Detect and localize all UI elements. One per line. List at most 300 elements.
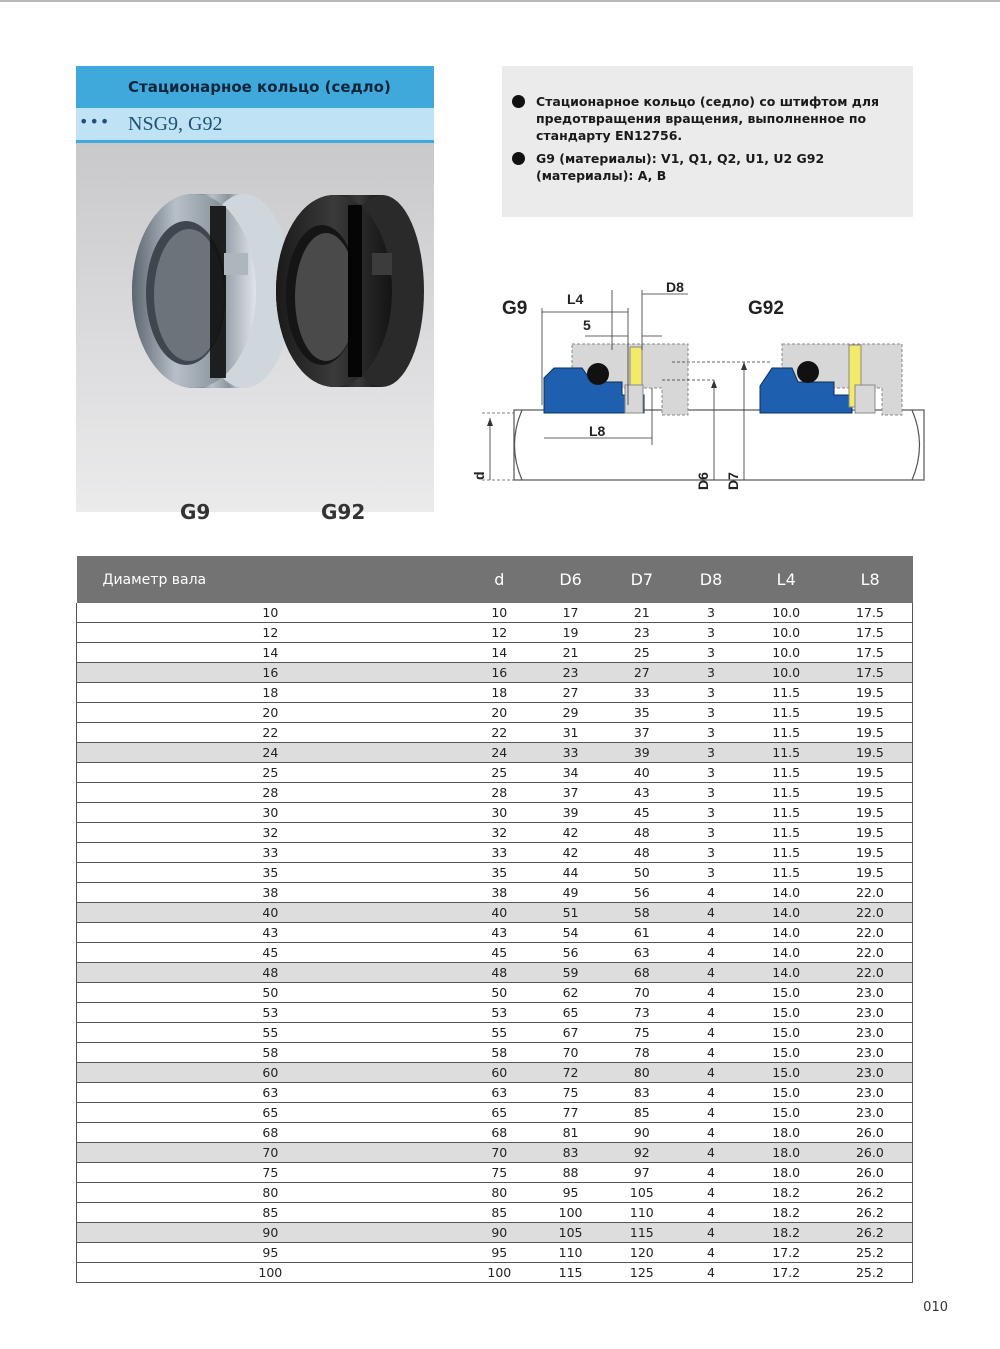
table-row <box>77 1083 913 1103</box>
table-row <box>77 1263 913 1283</box>
table-cell: 4 <box>677 943 744 963</box>
table-cell: 10.0 <box>745 603 828 623</box>
table-cell: 80 <box>464 1183 535 1203</box>
table-row <box>77 1103 913 1123</box>
table-row <box>77 1243 913 1263</box>
table-cell: 26.2 <box>828 1183 913 1203</box>
table-cell: 35 <box>77 863 464 883</box>
d6-label: D6 <box>695 472 711 490</box>
table-cell: 11.5 <box>745 743 828 763</box>
table-cell: 72 <box>535 1063 606 1083</box>
table-cell: 38 <box>77 883 464 903</box>
bullet-icon <box>512 152 525 165</box>
table-cell: 68 <box>464 1123 535 1143</box>
table-cell: 33 <box>535 743 606 763</box>
table-cell: 10 <box>464 603 535 623</box>
table-cell: 105 <box>606 1183 677 1203</box>
table-cell: 75 <box>606 1023 677 1043</box>
table-cell: 77 <box>535 1103 606 1123</box>
table-row <box>77 763 913 783</box>
table-cell: 81 <box>535 1123 606 1143</box>
table-cell: 17 <box>535 603 606 623</box>
table-cell: 11.5 <box>745 763 828 783</box>
table-cell: 14.0 <box>745 923 828 943</box>
table-cell: 54 <box>535 923 606 943</box>
info-item <box>536 93 899 144</box>
table-cell: 16 <box>77 663 464 683</box>
table-cell: 4 <box>677 1003 744 1023</box>
table-cell: 19.5 <box>828 783 913 803</box>
bullet-icon <box>512 95 525 108</box>
table-cell: 10.0 <box>745 663 828 683</box>
table-cell: 24 <box>77 743 464 763</box>
table-cell: 68 <box>77 1123 464 1143</box>
column-header: D8 <box>677 556 744 603</box>
table-cell: 30 <box>77 803 464 823</box>
table-cell: 34 <box>535 763 606 783</box>
table-row <box>77 643 913 663</box>
table-cell: 26.0 <box>828 1143 913 1163</box>
table-cell: 48 <box>464 963 535 983</box>
table-row <box>77 783 913 803</box>
table-cell: 15.0 <box>745 1003 828 1023</box>
table-cell: 4 <box>677 1103 744 1123</box>
table-cell: 85 <box>77 1203 464 1223</box>
dim-5-label: 5 <box>583 317 591 333</box>
g9-oring <box>587 363 609 385</box>
table-cell: 90 <box>77 1223 464 1243</box>
table-cell: 60 <box>464 1063 535 1083</box>
table-cell: 97 <box>606 1163 677 1183</box>
g9-drawing-label: G9 <box>502 298 528 319</box>
table-cell: 40 <box>77 903 464 923</box>
g92-ring-image <box>276 195 424 387</box>
table-cell: 59 <box>535 963 606 983</box>
table-cell: 58 <box>606 903 677 923</box>
table-body <box>77 603 913 1283</box>
table-cell: 21 <box>606 603 677 623</box>
g9-ring-image <box>132 194 292 388</box>
table-cell: 50 <box>77 983 464 1003</box>
table-cell: 4 <box>677 1263 744 1283</box>
model-name: NSG9, G92 <box>128 113 223 135</box>
table-row <box>77 703 913 723</box>
table-row <box>77 923 913 943</box>
table-header-row <box>77 556 913 603</box>
table-row <box>77 683 913 703</box>
table-cell: 26.0 <box>828 1163 913 1183</box>
table-cell: 29 <box>535 703 606 723</box>
table-row <box>77 623 913 643</box>
table-cell: 85 <box>464 1203 535 1223</box>
shaft <box>514 410 924 480</box>
table-cell: 22.0 <box>828 883 913 903</box>
table-cell: 17.5 <box>828 663 913 683</box>
table-cell: 38 <box>464 883 535 903</box>
table-cell: 23.0 <box>828 983 913 1003</box>
table-cell: 11.5 <box>745 683 828 703</box>
table-cell: 83 <box>535 1143 606 1163</box>
table-cell: 68 <box>606 963 677 983</box>
table-row <box>77 723 913 743</box>
table-cell: 67 <box>535 1023 606 1043</box>
table-cell: 120 <box>606 1243 677 1263</box>
table-cell: 16 <box>464 663 535 683</box>
table-cell: 3 <box>677 803 744 823</box>
column-header: d <box>464 556 535 603</box>
table-cell: 33 <box>77 843 464 863</box>
table-cell: 55 <box>464 1023 535 1043</box>
table-cell: 20 <box>77 703 464 723</box>
table-cell: 14.0 <box>745 963 828 983</box>
table-cell: 65 <box>535 1003 606 1023</box>
info-item <box>536 150 899 184</box>
table-row <box>77 1183 913 1203</box>
table-cell: 23.0 <box>828 1103 913 1123</box>
table-cell: 3 <box>677 703 744 723</box>
table-cell: 11.5 <box>745 843 828 863</box>
table-cell: 60 <box>77 1063 464 1083</box>
table-cell: 18.2 <box>745 1223 828 1243</box>
table-cell: 56 <box>535 943 606 963</box>
d-label: d <box>471 471 487 480</box>
table-cell: 80 <box>77 1183 464 1203</box>
table-cell: 115 <box>606 1223 677 1243</box>
table-cell: 3 <box>677 743 744 763</box>
table-cell: 18.2 <box>745 1203 828 1223</box>
table-cell: 22.0 <box>828 923 913 943</box>
table-cell: 23.0 <box>828 1063 913 1083</box>
g9-photo-label: G9 <box>180 500 211 524</box>
table-cell: 43 <box>464 923 535 943</box>
table-cell: 85 <box>606 1103 677 1123</box>
table-cell: 80 <box>606 1063 677 1083</box>
column-header: L8 <box>828 556 913 603</box>
table-cell: 75 <box>77 1163 464 1183</box>
table-cell: 11.5 <box>745 723 828 743</box>
table-row <box>77 903 913 923</box>
table-cell: 3 <box>677 663 744 683</box>
table-cell: 17.5 <box>828 623 913 643</box>
table-cell: 27 <box>535 683 606 703</box>
table-row <box>77 803 913 823</box>
table-cell: 28 <box>77 783 464 803</box>
table-cell: 92 <box>606 1143 677 1163</box>
table-cell: 50 <box>606 863 677 883</box>
table-cell: 3 <box>677 723 744 743</box>
table-cell: 25 <box>606 643 677 663</box>
table-row <box>77 843 913 863</box>
table-cell: 4 <box>677 1163 744 1183</box>
table-cell: 15.0 <box>745 983 828 1003</box>
table-cell: 100 <box>535 1203 606 1223</box>
table-cell: 100 <box>77 1263 464 1283</box>
info-text: Стационарное кольцо (седло) со штифтом для предотвращения вращения, выполненное по стандарту EN12756. <box>536 94 880 143</box>
table-cell: 40 <box>464 903 535 923</box>
table-cell: 17.5 <box>828 603 913 623</box>
g92-oring <box>797 361 819 383</box>
table-row <box>77 963 913 983</box>
table-cell: 22 <box>77 723 464 743</box>
table-cell: 22 <box>464 723 535 743</box>
table-cell: 21 <box>535 643 606 663</box>
table-cell: 35 <box>606 703 677 723</box>
table-cell: 11.5 <box>745 863 828 883</box>
technical-drawing <box>462 270 938 500</box>
table-cell: 10 <box>77 603 464 623</box>
table-cell: 4 <box>677 1223 744 1243</box>
table-cell: 14 <box>77 643 464 663</box>
table-cell: 25 <box>464 763 535 783</box>
table-cell: 23 <box>535 663 606 683</box>
panel-subheader <box>76 108 434 143</box>
l8-label: L8 <box>589 423 606 439</box>
table-cell: 75 <box>464 1163 535 1183</box>
table-cell: 19.5 <box>828 763 913 783</box>
table-cell: 53 <box>77 1003 464 1023</box>
table-cell: 19.5 <box>828 723 913 743</box>
table-cell: 17.2 <box>745 1263 828 1283</box>
table-cell: 20 <box>464 703 535 723</box>
table-cell: 100 <box>464 1263 535 1283</box>
table-cell: 33 <box>464 843 535 863</box>
table-cell: 17.2 <box>745 1243 828 1263</box>
l4-label: L4 <box>567 291 584 307</box>
table-cell: 28 <box>464 783 535 803</box>
table-cell: 45 <box>464 943 535 963</box>
table-cell: 75 <box>535 1083 606 1103</box>
table-cell: 15.0 <box>745 1063 828 1083</box>
table-cell: 51 <box>535 903 606 923</box>
table-cell: 22.0 <box>828 963 913 983</box>
table-cell: 23.0 <box>828 1003 913 1023</box>
table-cell: 15.0 <box>745 1043 828 1063</box>
table-cell: 25.2 <box>828 1263 913 1283</box>
table-row <box>77 1043 913 1063</box>
table-cell: 18 <box>464 683 535 703</box>
table-row <box>77 823 913 843</box>
table-cell: 49 <box>535 883 606 903</box>
table-cell: 15.0 <box>745 1023 828 1043</box>
table-cell: 23.0 <box>828 1023 913 1043</box>
table-cell: 53 <box>464 1003 535 1023</box>
table-cell: 3 <box>677 863 744 883</box>
table-cell: 61 <box>606 923 677 943</box>
table-cell: 83 <box>606 1083 677 1103</box>
table-cell: 37 <box>535 783 606 803</box>
table-cell: 45 <box>606 803 677 823</box>
table-cell: 3 <box>677 683 744 703</box>
dimensions-table <box>76 556 913 1283</box>
table-cell: 70 <box>77 1143 464 1163</box>
table-cell: 95 <box>535 1183 606 1203</box>
table-row <box>77 1143 913 1163</box>
table-cell: 55 <box>77 1023 464 1043</box>
table-cell: 78 <box>606 1043 677 1063</box>
table-cell: 19 <box>535 623 606 643</box>
table-cell: 115 <box>535 1263 606 1283</box>
table-cell: 42 <box>535 843 606 863</box>
table-cell: 3 <box>677 823 744 843</box>
g92-photo-label: G92 <box>321 500 366 524</box>
table-cell: 19.5 <box>828 803 913 823</box>
column-header: L4 <box>745 556 828 603</box>
table-row <box>77 1123 913 1143</box>
table-cell: 23.0 <box>828 1083 913 1103</box>
dots-icon: ••• <box>79 112 111 131</box>
table-cell: 15.0 <box>745 1103 828 1123</box>
table-cell: 25 <box>77 763 464 783</box>
table-cell: 48 <box>77 963 464 983</box>
table-cell: 63 <box>77 1083 464 1103</box>
table-cell: 30 <box>464 803 535 823</box>
table-row <box>77 863 913 883</box>
table-cell: 90 <box>606 1123 677 1143</box>
table-cell: 32 <box>464 823 535 843</box>
table-cell: 19.5 <box>828 703 913 723</box>
table-cell: 4 <box>677 1063 744 1083</box>
table-row <box>77 743 913 763</box>
table-cell: 19.5 <box>828 843 913 863</box>
column-header: D7 <box>606 556 677 603</box>
top-rule <box>0 0 1000 2</box>
table-cell: 56 <box>606 883 677 903</box>
page-number: 010 <box>923 1300 948 1315</box>
table-row <box>77 883 913 903</box>
table-cell: 43 <box>77 923 464 943</box>
table-cell: 73 <box>606 1003 677 1023</box>
table-cell: 27 <box>606 663 677 683</box>
panel-title: Стационарное кольцо (седло) <box>76 66 434 108</box>
product-photo <box>76 143 434 524</box>
table-cell: 22.0 <box>828 903 913 923</box>
table-cell: 14.0 <box>745 903 828 923</box>
table-cell: 4 <box>677 1083 744 1103</box>
table-cell: 11.5 <box>745 823 828 843</box>
table-cell: 90 <box>464 1223 535 1243</box>
table-cell: 25.2 <box>828 1243 913 1263</box>
table-cell: 58 <box>77 1043 464 1063</box>
table-cell: 70 <box>535 1043 606 1063</box>
table-cell: 105 <box>535 1223 606 1243</box>
info-box <box>502 66 913 217</box>
table-cell: 4 <box>677 983 744 1003</box>
table-cell: 48 <box>606 823 677 843</box>
table-cell: 23.0 <box>828 1043 913 1063</box>
table-cell: 18.0 <box>745 1123 828 1143</box>
table-cell: 26.2 <box>828 1223 913 1243</box>
d8-label: D8 <box>666 279 684 295</box>
d7-label: D7 <box>725 472 741 490</box>
table-cell: 19.5 <box>828 823 913 843</box>
table-cell: 4 <box>677 1243 744 1263</box>
table-cell: 4 <box>677 1203 744 1223</box>
table-cell: 19.5 <box>828 863 913 883</box>
info-text: G9 (материалы): V1, Q1, Q2, U1, U2 G92 (материалы): A, B <box>536 151 825 183</box>
table-cell: 70 <box>606 983 677 1003</box>
table-cell: 4 <box>677 1043 744 1063</box>
table-cell: 4 <box>677 923 744 943</box>
table-cell: 70 <box>464 1143 535 1163</box>
table-cell: 11.5 <box>745 703 828 723</box>
table-cell: 44 <box>535 863 606 883</box>
table-cell: 24 <box>464 743 535 763</box>
table-cell: 14.0 <box>745 943 828 963</box>
table-cell: 33 <box>606 683 677 703</box>
table-cell: 39 <box>606 743 677 763</box>
table-cell: 19.5 <box>828 743 913 763</box>
table-cell: 40 <box>606 763 677 783</box>
table-row <box>77 1203 913 1223</box>
table-row <box>77 1023 913 1043</box>
table-cell: 18.0 <box>745 1143 828 1163</box>
table-cell: 37 <box>606 723 677 743</box>
table-row <box>77 603 913 623</box>
table-cell: 3 <box>677 783 744 803</box>
table-cell: 4 <box>677 1023 744 1043</box>
table-cell: 62 <box>535 983 606 1003</box>
table-cell: 11.5 <box>745 783 828 803</box>
table-cell: 95 <box>464 1243 535 1263</box>
table-cell: 42 <box>535 823 606 843</box>
table-cell: 17.5 <box>828 643 913 663</box>
table-cell: 11.5 <box>745 803 828 823</box>
table-row <box>77 1063 913 1083</box>
table-cell: 58 <box>464 1043 535 1063</box>
table-cell: 63 <box>464 1083 535 1103</box>
table-cell: 4 <box>677 883 744 903</box>
table-row <box>77 663 913 683</box>
table-row <box>77 1163 913 1183</box>
table-cell: 4 <box>677 963 744 983</box>
table-cell: 12 <box>464 623 535 643</box>
table-cell: 125 <box>606 1263 677 1283</box>
table-cell: 39 <box>535 803 606 823</box>
table-cell: 26.0 <box>828 1123 913 1143</box>
table-cell: 3 <box>677 603 744 623</box>
table-cell: 3 <box>677 643 744 663</box>
table-cell: 10.0 <box>745 623 828 643</box>
table-cell: 14 <box>464 643 535 663</box>
table-cell: 4 <box>677 1143 744 1163</box>
table-cell: 4 <box>677 903 744 923</box>
g92-drawing-label: G92 <box>748 298 784 319</box>
table-cell: 110 <box>606 1203 677 1223</box>
table-cell: 31 <box>535 723 606 743</box>
table-cell: 4 <box>677 1123 744 1143</box>
table-cell: 3 <box>677 843 744 863</box>
table-cell: 65 <box>464 1103 535 1123</box>
table-cell: 3 <box>677 623 744 643</box>
table-cell: 45 <box>77 943 464 963</box>
table-cell: 48 <box>606 843 677 863</box>
table-cell: 12 <box>77 623 464 643</box>
table-row <box>77 983 913 1003</box>
table-cell: 35 <box>464 863 535 883</box>
table-cell: 18 <box>77 683 464 703</box>
table-cell: 23 <box>606 623 677 643</box>
table-cell: 18.0 <box>745 1163 828 1183</box>
table-cell: 22.0 <box>828 943 913 963</box>
table-cell: 65 <box>77 1103 464 1123</box>
table-cell: 43 <box>606 783 677 803</box>
table-row <box>77 1003 913 1023</box>
table-cell: 63 <box>606 943 677 963</box>
table-row <box>77 1223 913 1243</box>
table-cell: 19.5 <box>828 683 913 703</box>
table-cell: 18.2 <box>745 1183 828 1203</box>
product-panel <box>76 66 434 524</box>
